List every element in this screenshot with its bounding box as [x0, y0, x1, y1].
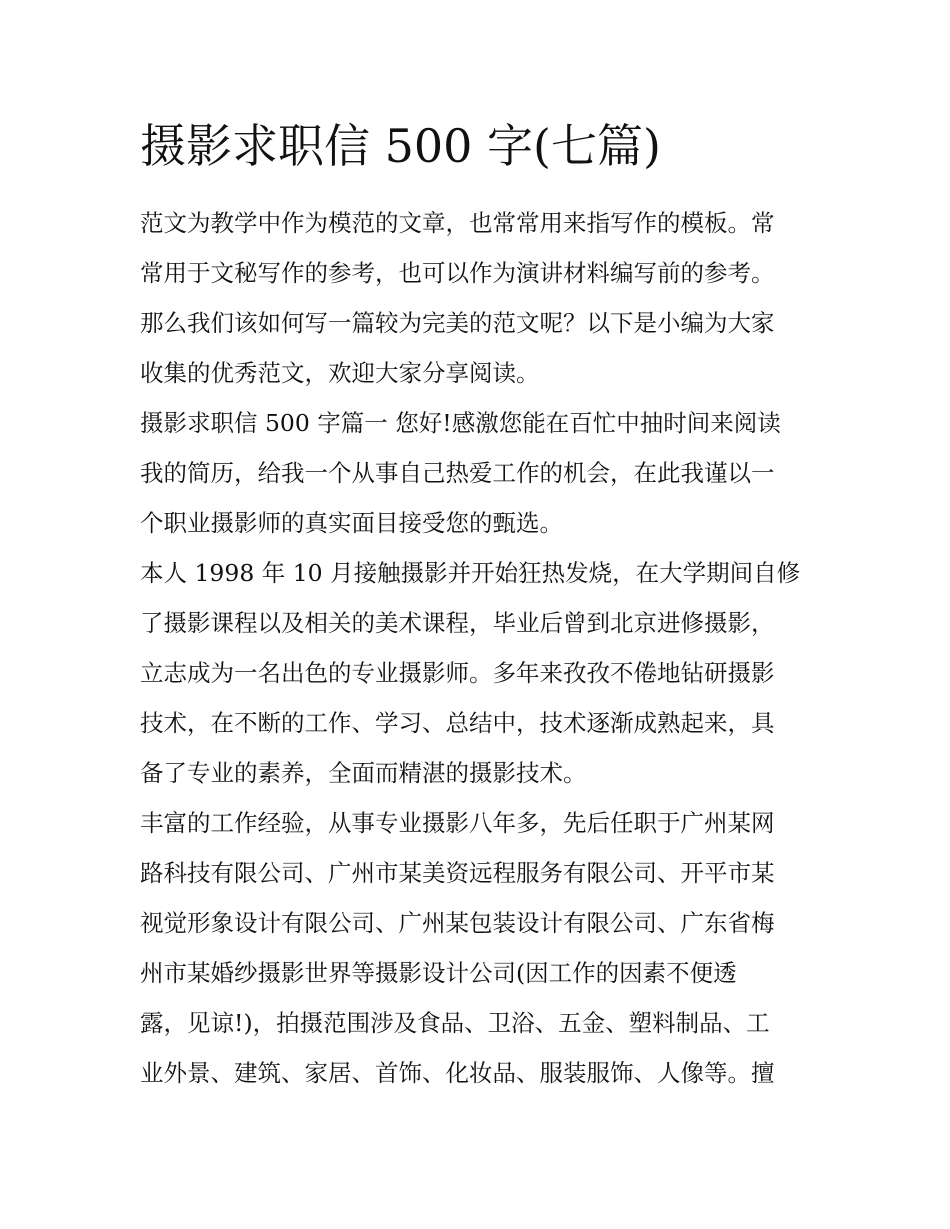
text-line: 本人 1998 年 10 月接触摄影并开始狂热发烧，在大学期间自修 [140, 559, 801, 587]
text-line: 常用于文秘写作的参考，也可以作为演讲材料编写前的参考。 [140, 259, 775, 287]
text-line: 摄影求职信 500 字篇一 您好!感激您能在百忙中抽时间来阅读 [140, 409, 781, 437]
text-line: 收集的优秀范文，欢迎大家分享阅读。 [140, 359, 540, 387]
document-title: 摄影求职信 500 字(七篇) [140, 119, 661, 173]
text-line: 立志成为一名出色的专业摄影师。多年来孜孜不倦地钻研摄影 [140, 659, 775, 687]
text-line: 范文为教学中作为模范的文章，也常常用来指写作的模板。常 [140, 209, 775, 237]
text-line: 视觉形象设计有限公司、广州某包装设计有限公司、广东省梅 [140, 909, 775, 937]
text-line: 业外景、建筑、家居、首饰、化妆品、服装服饰、人像等。擅 [140, 1059, 775, 1087]
text-line: 备了专业的素养，全面而精湛的摄影技术。 [140, 759, 587, 787]
text-line: 州市某婚纱摄影世界等摄影设计公司(因工作的因素不便透 [140, 959, 737, 987]
text-line: 技术，在不断的工作、学习、总结中，技术逐渐成熟起来，具 [140, 709, 775, 737]
text-line: 我的简历，给我一个从事自己热爱工作的机会，在此我谨以一 [140, 459, 775, 487]
text-line: 路科技有限公司、广州市某美资远程服务有限公司、开平市某 [140, 859, 775, 887]
text-line: 个职业摄影师的真实面目接受您的甄选。 [140, 509, 563, 537]
text-line: 了摄影课程以及相关的美术课程，毕业后曾到北京进修摄影， [140, 609, 775, 637]
text-line: 露，见谅!)，拍摄范围涉及食品、卫浴、五金、塑料制品、工 [140, 1009, 770, 1037]
document-body [140, 198, 812, 1098]
text-line: 丰富的工作经验，从事专业摄影八年多，先后任职于广州某网 [140, 809, 775, 837]
text-line: 那么我们该如何写一篇较为完美的范文呢？以下是小编为大家 [140, 309, 775, 337]
